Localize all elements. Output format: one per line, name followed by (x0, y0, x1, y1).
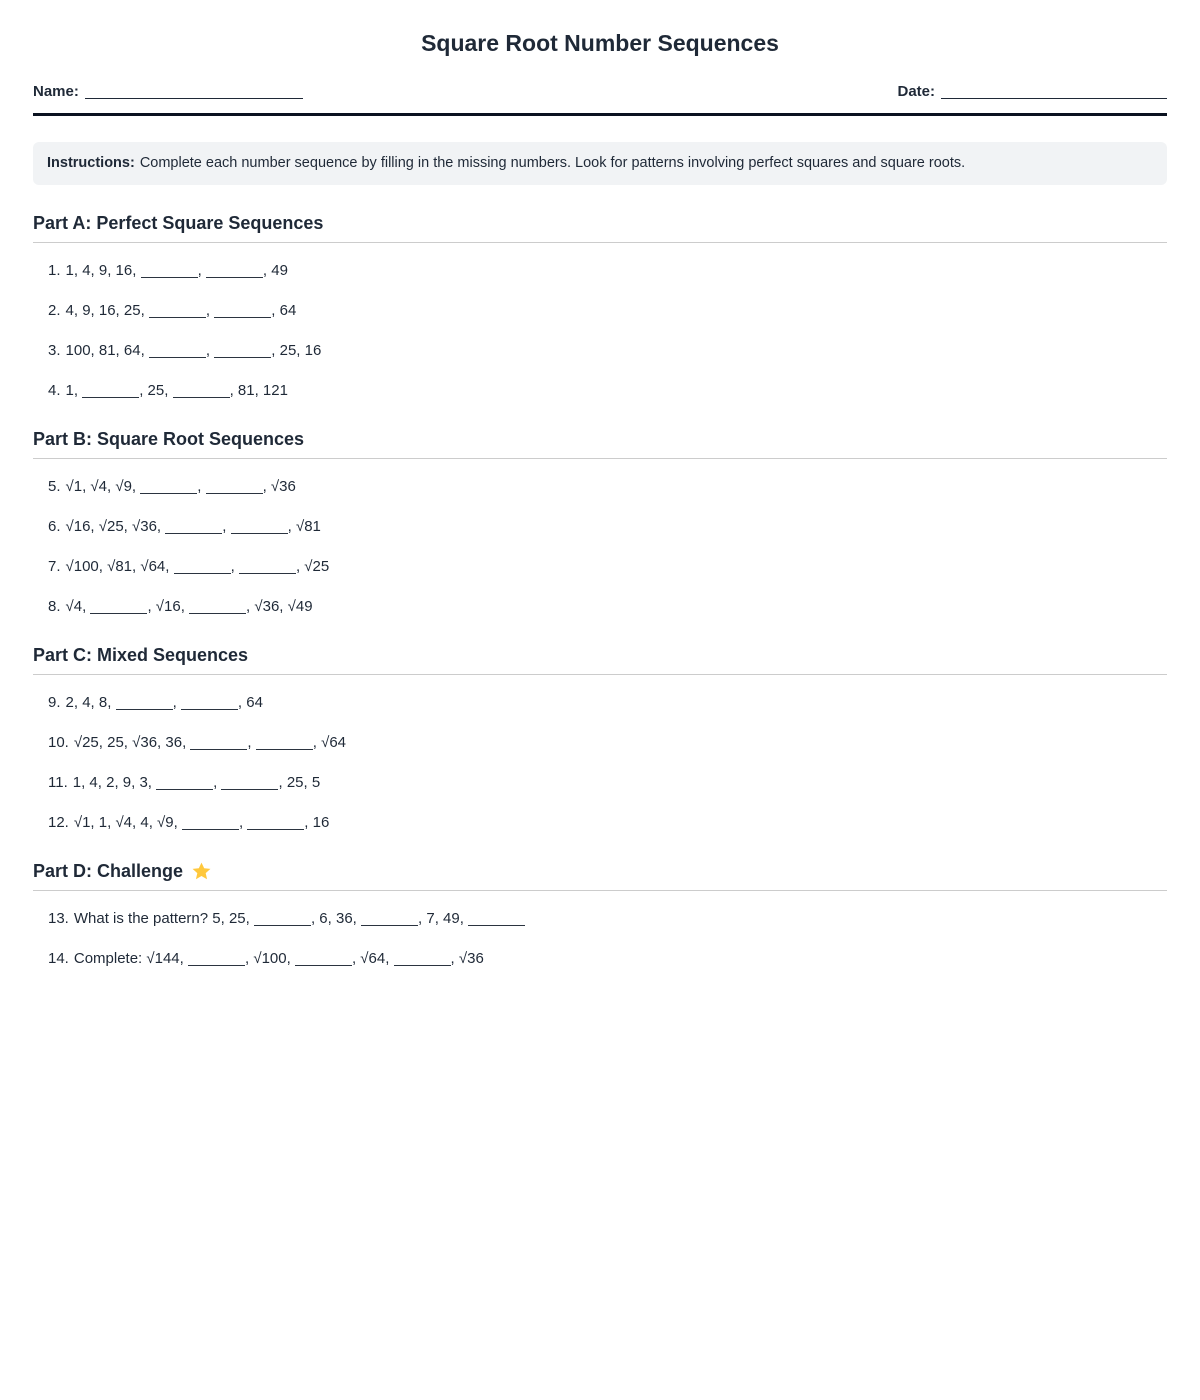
sequence-text: , √100, (245, 949, 295, 967)
answer-blank[interactable] (295, 953, 352, 966)
sequence-item (48, 733, 1167, 753)
sequence-item (48, 813, 1167, 833)
sequence-text: , √64 (312, 733, 347, 751)
sequence-text: , (172, 693, 181, 711)
sequence-text: , 7, 49, (418, 909, 469, 927)
section-heading: Part A: Perfect Square Sequences (33, 212, 324, 233)
sequence-item (48, 301, 1167, 321)
item-body (74, 734, 346, 751)
sequence-text: , √36 (450, 949, 484, 967)
answer-blank[interactable] (182, 817, 239, 830)
sequence-text: Complete: √144, (73, 949, 188, 967)
date-field (897, 83, 1167, 100)
answer-blank[interactable] (189, 601, 246, 614)
instructions-text: Complete each number sequence by filling in the missing numbers. Look for patterns involving perfect squares and square roots. (139, 155, 966, 171)
sequence-text: 1, 4, 2, 9, 3, (72, 773, 157, 791)
item-body (66, 478, 296, 495)
item-body (66, 694, 263, 711)
item-body (74, 950, 484, 967)
answer-blank[interactable] (173, 385, 230, 398)
sequence-text: , 64 (271, 301, 297, 319)
item-number: 9. (48, 693, 61, 711)
item-body (74, 910, 525, 927)
answer-blank[interactable] (156, 777, 213, 790)
name-date-row (33, 83, 1167, 100)
answer-blank[interactable] (214, 305, 271, 318)
section-items (33, 891, 1167, 969)
sequence-text: , (238, 813, 248, 831)
item-body (66, 518, 321, 535)
item-body (66, 598, 313, 615)
sequence-text: 1, (65, 381, 83, 399)
sequence-item (48, 949, 1167, 969)
sequence-text: , 64 (237, 693, 263, 711)
worksheet-section (33, 645, 1167, 833)
item-number: 6. (48, 517, 61, 535)
section-heading: Part B: Square Root Sequences (33, 428, 305, 449)
sequence-item (48, 477, 1167, 497)
item-body (66, 342, 322, 359)
sequence-text: , (205, 301, 215, 319)
sequence-text: , 25, 16 (271, 341, 322, 359)
sequence-item (48, 381, 1167, 401)
sequence-text: , (213, 773, 222, 791)
item-body (66, 382, 288, 399)
date-label: Date: (897, 83, 935, 100)
sequence-item (48, 341, 1167, 361)
item-body (74, 814, 329, 831)
sequence-text: , (230, 557, 239, 575)
instructions-box (33, 142, 1167, 185)
item-body (66, 558, 330, 575)
answer-blank[interactable] (468, 913, 525, 926)
sequence-text: √100, √81, √64, (65, 557, 174, 575)
section-items (33, 675, 1167, 833)
sequence-text: √4, (65, 597, 91, 615)
instructions-label: Instructions: (47, 155, 135, 171)
answer-blank[interactable] (188, 953, 245, 966)
answer-blank[interactable] (214, 345, 271, 358)
answer-blank[interactable] (361, 913, 418, 926)
sequence-text: , √81 (287, 517, 321, 535)
sequence-text: 2, 4, 8, (65, 693, 116, 711)
answer-blank[interactable] (221, 777, 278, 790)
item-number: 1. (48, 261, 61, 279)
name-label: Name: (33, 83, 79, 100)
sequence-text: , √64, (351, 949, 394, 967)
item-number: 10. (48, 733, 69, 751)
worksheet-section (33, 213, 1167, 401)
sequence-text: , √36 (262, 477, 296, 495)
answer-blank[interactable] (116, 697, 173, 710)
sequence-text: , (205, 341, 215, 359)
sequence-text: What is the pattern? 5, 25, (73, 909, 254, 927)
answer-blank[interactable] (149, 345, 206, 358)
item-number: 3. (48, 341, 61, 359)
answer-blank[interactable] (181, 697, 238, 710)
sequence-text: 4, 9, 16, 25, (65, 301, 149, 319)
sections-container (33, 213, 1167, 969)
sequence-text: , 6, 36, (310, 909, 362, 927)
answer-blank[interactable] (90, 601, 147, 614)
sequence-text: , √36, √49 (246, 597, 313, 615)
section-heading: Part C: Mixed Sequences (33, 644, 249, 665)
answer-blank[interactable] (190, 737, 247, 750)
answer-blank[interactable] (140, 481, 197, 494)
sequence-text: √1, 1, √4, 4, √9, (73, 813, 182, 831)
sequence-item (48, 597, 1167, 617)
answer-blank[interactable] (206, 265, 263, 278)
sequence-item (48, 261, 1167, 281)
date-input-line[interactable] (941, 85, 1167, 99)
sequence-text: √16, √25, √36, (65, 517, 166, 535)
sequence-text: , 25, (139, 381, 173, 399)
item-number: 13. (48, 909, 69, 927)
item-number: 4. (48, 381, 61, 399)
sequence-item (48, 693, 1167, 713)
item-number: 8. (48, 597, 61, 615)
sequence-item (48, 909, 1167, 929)
answer-blank[interactable] (165, 521, 222, 534)
sequence-item (48, 517, 1167, 537)
item-number: 11. (48, 773, 68, 791)
sequence-item (48, 773, 1167, 793)
sequence-text: , (197, 477, 206, 495)
sequence-text: √25, 25, √36, 36, (73, 733, 191, 751)
item-body (66, 262, 288, 279)
answer-blank[interactable] (247, 817, 304, 830)
answer-blank[interactable] (174, 561, 231, 574)
sequence-text: 100, 81, 64, (65, 341, 149, 359)
worksheet-section (33, 429, 1167, 617)
answer-blank[interactable] (256, 737, 313, 750)
name-input-line[interactable] (85, 85, 303, 99)
sequence-text: , √16, (147, 597, 190, 615)
item-number: 5. (48, 477, 61, 495)
header-divider (33, 113, 1167, 116)
section-items (33, 243, 1167, 401)
sequence-text: , 16 (304, 813, 330, 831)
item-number: 12. (48, 813, 69, 831)
item-body (66, 302, 297, 319)
answer-blank[interactable] (394, 953, 451, 966)
answer-blank[interactable] (82, 385, 139, 398)
sequence-text: , √25 (295, 557, 330, 575)
worksheet-section (33, 861, 1167, 969)
sequence-text: , 25, 5 (278, 773, 321, 791)
sequence-text: 1, 4, 9, 16, (65, 261, 141, 279)
sequence-text: , (247, 733, 256, 751)
sequence-item (48, 557, 1167, 577)
section-items (33, 459, 1167, 617)
sequence-text: , (222, 517, 231, 535)
sequence-text: , 49 (262, 261, 288, 279)
answer-blank[interactable] (141, 265, 198, 278)
name-field (33, 83, 303, 100)
answer-blank[interactable] (254, 913, 311, 926)
sequence-text: √1, √4, √9, (65, 477, 141, 495)
item-number: 14. (48, 949, 69, 967)
item-number: 7. (48, 557, 61, 575)
star-icon (191, 861, 212, 882)
sequence-text: , (197, 261, 206, 279)
item-body (73, 774, 320, 791)
item-number: 2. (48, 301, 61, 319)
answer-blank[interactable] (149, 305, 206, 318)
page-title: Square Root Number Sequences (421, 30, 779, 56)
answer-blank[interactable] (231, 521, 288, 534)
section-heading: Part D: Challenge (33, 860, 184, 881)
answer-blank[interactable] (206, 481, 263, 494)
sequence-text: , 81, 121 (229, 381, 288, 399)
answer-blank[interactable] (239, 561, 296, 574)
